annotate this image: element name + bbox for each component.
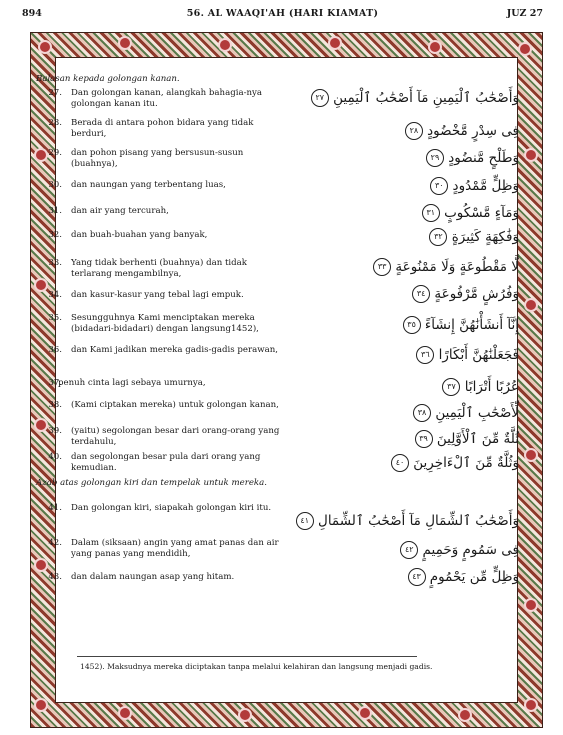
arabic-text: عُرُبًا أَتْرَابًا [460, 379, 519, 395]
arabic-verse [424, 149, 519, 167]
arabic-verse [413, 430, 519, 448]
ayah-number-marker: ٣٤ [412, 285, 430, 303]
flower-ornament-icon [36, 700, 46, 710]
verse-number: 28. [48, 118, 62, 128]
section-heading-right: Balasan kepada golongan kanan. [36, 74, 180, 84]
verse-text: dan Kami jadikan mereka gadis-gadis perawan, [71, 345, 278, 355]
flower-ornament-icon [330, 38, 340, 48]
ayah-number-marker: ٣١ [422, 204, 440, 222]
flower-ornament-icon [120, 38, 130, 48]
arabic-text: وَثُلَّةٌ مِّنَ ٱلْءَاخِرِينَ [408, 455, 519, 471]
verse-text: dan air yang tercurah, [71, 206, 169, 216]
arabic-verse [414, 346, 519, 364]
ayah-number-marker: ٤١ [296, 512, 314, 530]
verse-number: 40. [48, 452, 62, 462]
verse-text: dan segolongan besar pula dari orang yang kemudian. [71, 452, 261, 473]
verse-number: 39. [48, 426, 62, 436]
arabic-text: وَطَلْحٍ مَّنضُودٍ [443, 150, 519, 166]
verse-number: 38. [48, 400, 62, 410]
arabic-verse [309, 89, 519, 107]
ayah-number-marker: ٣٢ [429, 228, 447, 246]
verse-text: Sesungguhnya Kami menciptakan mereka (bidadari-bidadari) dengan langsung1452), [71, 313, 259, 334]
verse-text: dan pohon pisang yang bersusun-susun (buahnya), [71, 148, 244, 169]
ayah-number-marker: ٣٠ [430, 177, 448, 195]
verse-text: Dan golongan kiri, siapakah golongan kiri itu. [71, 503, 272, 513]
verse-number: 30. [48, 180, 62, 190]
verse-number: 34. [48, 290, 62, 300]
arabic-text: إِنَّآ أَنشَأْنَٰهُنَّ إِنشَآءً [420, 317, 519, 333]
verse-number: 29. [48, 148, 62, 158]
verse-text: dan kasur-kasur yang tebal lagi empuk. [71, 290, 244, 300]
arabic-text: فَجَعَلْنَٰهُنَّ أَبْكَارًا [434, 347, 519, 363]
verse-text: Dalam (siksaan) angin yang amat panas dan air yang panas yang mendidih, [71, 538, 279, 559]
arabic-verse [401, 316, 519, 334]
ayah-number-marker: ٣٨ [413, 404, 431, 422]
verse-number: 35. [48, 313, 62, 323]
page-title: 56. AL WAAQI'AH (HARI KIAMAT) [186, 8, 379, 19]
arabic-text: لَّا مَقْطُوعَةٍ وَلَا مَمْنُوعَةٍ [391, 259, 519, 275]
arabic-verse [294, 512, 519, 530]
arabic-text: وَأَصْحَٰبُ ٱلشِّمَالِ مَآ أَصْحَٰبُ ٱلشِّمَالِ [313, 513, 519, 529]
ayah-number-marker: ٢٧ [311, 89, 329, 107]
flower-ornament-icon [36, 420, 46, 430]
ayah-number-marker: ٢٨ [405, 122, 423, 140]
flower-ornament-icon [460, 710, 470, 720]
arabic-text: وَظِلٍّ مِّن يَحْمُومٍ [425, 569, 519, 585]
arabic-text: فِى سَمُومٍ وَحَمِيمٍ [418, 542, 519, 558]
arabic-verse [420, 204, 519, 222]
ayah-number-marker: ٤٢ [400, 541, 418, 559]
arabic-verse [398, 541, 519, 559]
verse-text: dan dalam naungan asap yang hitam. [71, 572, 235, 582]
flower-ornament-icon [526, 150, 536, 160]
ayah-number-marker: ٤٠ [391, 454, 409, 472]
arabic-text: وَفَٰكِهَةٍ كَثِيرَةٍ [447, 229, 519, 245]
ayah-number-marker: ٣٥ [403, 316, 421, 334]
flower-ornament-icon [40, 42, 50, 52]
flower-ornament-icon [526, 600, 536, 610]
arabic-verse [427, 228, 519, 246]
arabic-verse [428, 177, 519, 195]
verse-text: dan naungan yang terbentang luas, [71, 180, 226, 190]
arabic-verse [410, 285, 519, 303]
flower-ornament-icon [360, 708, 370, 718]
flower-ornament-icon [36, 560, 46, 570]
verse-text: Berada di antara pohon bidara yang tidak berduri, [71, 118, 254, 139]
page-number: 894 [22, 8, 42, 19]
verse-number: 42. [48, 538, 62, 548]
arabic-verse [440, 378, 519, 396]
arabic-text: وَأَصْحَٰبُ ٱلْيَمِينِ مَآ أَصْحَٰبُ ٱلْيَمِينِ [328, 90, 519, 106]
arabic-verse [411, 404, 519, 422]
flower-ornament-icon [220, 40, 230, 50]
ayah-number-marker: ٤٣ [408, 568, 426, 586]
ayah-number-marker: ٣٣ [373, 258, 391, 276]
flower-ornament-icon [526, 700, 536, 710]
ayah-number-marker: ٣٧ [442, 378, 460, 396]
page-header [22, 8, 543, 24]
footnote: 1452). Maksudnya mereka diciptakan tanpa melalui kelahiran dan langsung menjadi gadis. [80, 662, 433, 671]
verse-number: 37. [48, 378, 62, 388]
arabic-verse [406, 568, 519, 586]
verse-number: 43. [48, 572, 62, 582]
ayah-number-marker: ٣٦ [416, 346, 434, 364]
verse-number: 32. [48, 230, 62, 240]
flower-ornament-icon [526, 450, 536, 460]
flower-ornament-icon [240, 710, 250, 720]
verse-text: Dan golongan kanan, alangkah bahagia-nya golongan kanan itu. [71, 88, 262, 109]
arabic-text: لِّأَصْحَٰبِ ٱلْيَمِينِ [431, 405, 519, 421]
arabic-text: وَفُرُشٍ مَّرْفُوعَةٍ [430, 286, 519, 302]
section-heading-left: Azab atas golongan kiri dan tempelak untuk mereka. [36, 478, 267, 488]
verse-number: 31. [48, 206, 62, 216]
ayah-number-marker: ٢٩ [426, 149, 444, 167]
verse-text: (Kami ciptakan mereka) untuk golongan kanan, [71, 400, 279, 410]
arabic-text: وَظِلٍّ مَّمْدُودٍ [448, 178, 519, 194]
verse-number: 33. [48, 258, 62, 268]
arabic-text: وَمَآءٍ مَّسْكُوبٍ [439, 205, 519, 221]
verse-number: 36. [48, 345, 62, 355]
flower-ornament-icon [36, 150, 46, 160]
arabic-verse [371, 258, 519, 276]
verse-number: 27. [48, 88, 62, 98]
flower-ornament-icon [526, 300, 536, 310]
flower-ornament-icon [430, 42, 440, 52]
verse-text: Yang tidak berhenti (buahnya) dan tidak terlarang mengambilnya, [71, 258, 248, 279]
arabic-text: ثُلَّةٌ مِّنَ ٱلْأَوَّلِينَ [432, 431, 519, 447]
arabic-verse [389, 454, 519, 472]
footnote-divider [77, 656, 417, 657]
arabic-verse [403, 122, 519, 140]
verse-text: penuh cinta lagi sebaya umurnya, [58, 378, 206, 388]
verse-number: 41. [48, 503, 62, 513]
juz-label: JUZ 27 [506, 8, 543, 19]
ayah-number-marker: ٣٩ [415, 430, 433, 448]
verse-text: dan buah-buahan yang banyak, [71, 230, 208, 240]
arabic-text: فِى سِدْرٍ مَّخْضُودٍ [422, 123, 519, 139]
flower-ornament-icon [520, 44, 530, 54]
flower-ornament-icon [36, 280, 46, 290]
verse-text: (yaitu) segolongan besar dari orang-orang yang terdahulu, [71, 426, 280, 447]
flower-ornament-icon [120, 708, 130, 718]
